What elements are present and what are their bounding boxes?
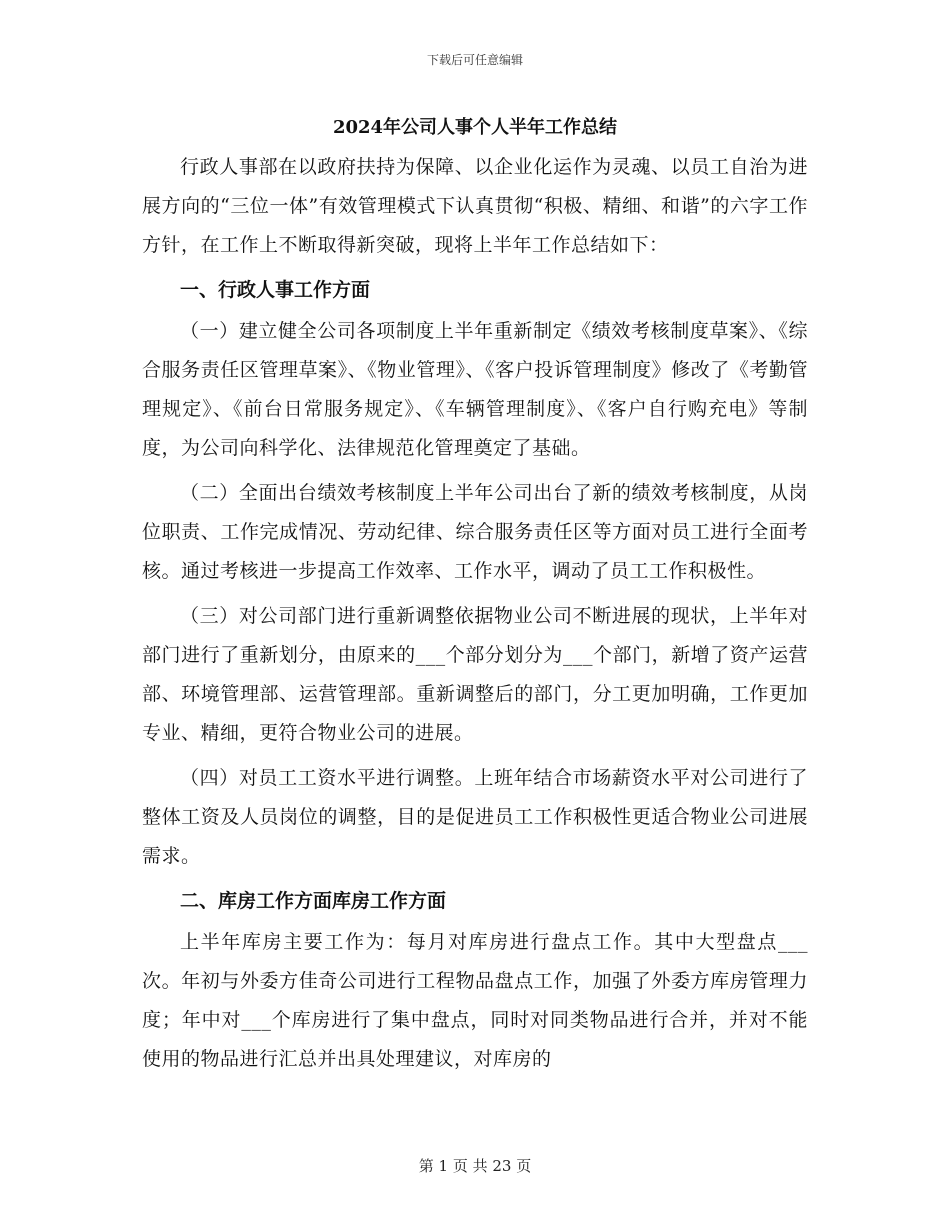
page-header-note: 下载后可任意编辑 (426, 53, 523, 67)
section-1-item-1: （一）建立健全公司各项制度上半年重新制定《绩效考核制度草案》、《综合服务责任区管理草案》、《物业管理》、《客户投诉管理制度》修改了《考勤管理规定》、《前台日常服务规定》、《车辆管理制度》、《客户自行购充电》等制度，为公司向科学化、法律规范化管理奠定了基础。 (142, 320, 808, 459)
document-body (142, 108, 808, 1079)
section-2-heading: 二、库房工作方面库房工作方面 (180, 890, 447, 912)
page-number: 第 1 页 共 23 页 (418, 1157, 532, 1175)
section-1-item-3: （三）对公司部门进行重新调整依据物业公司不断进展的现状，上半年对部门进行了重新划分，由原来的___个部分划分为___个部门，新增了资产运营部、环境管理部、运营管理部。重新调整后的部门，分工更加明确，工作更加专业、精细，更符合物业公司的进展。 (142, 605, 808, 744)
intro-paragraph: 行政人事部在以政府扶持为保障、以企业化运作为灵魂、以员工自治为进展方向的“三位一体”有效管理模式下认真贯彻“积极、精细、和谐”的六字工作方针，在工作上不断取得新突破，现将上半年工作总结如下： (142, 156, 808, 256)
section-1-item-4: （四）对员工工资水平进行调整。上班年结合市场薪资水平对公司进行了整体工资及人员岗位的调整，目的是促进员工工作积极性更适合物业公司进展需求。 (142, 767, 808, 867)
document-title: 2024年公司人事个人半年工作总结 (332, 117, 618, 138)
section-1-heading: 一、行政人事工作方面 (180, 279, 371, 301)
section-1-item-2: （二）全面出台绩效考核制度上半年公司出台了新的绩效考核制度，从岗位职责、工作完成情况、劳动纪律、综合服务责任区等方面对员工进行全面考核。通过考核进一步提高工作效率、工作水平，调动了员工工作积极性。 (142, 482, 808, 582)
section-2-paragraph-1: 上半年库房主要工作为：每月对库房进行盘点工作。其中大型盘点___次。年初与外委方佳奇公司进行工程物品盘点工作，加强了外委方库房管理力度；年中对___个库房进行了集中盘点，同时对同类物品进行合并，并对不能使用的物品进行汇总并出具处理建议，对库房的 (142, 931, 808, 1070)
